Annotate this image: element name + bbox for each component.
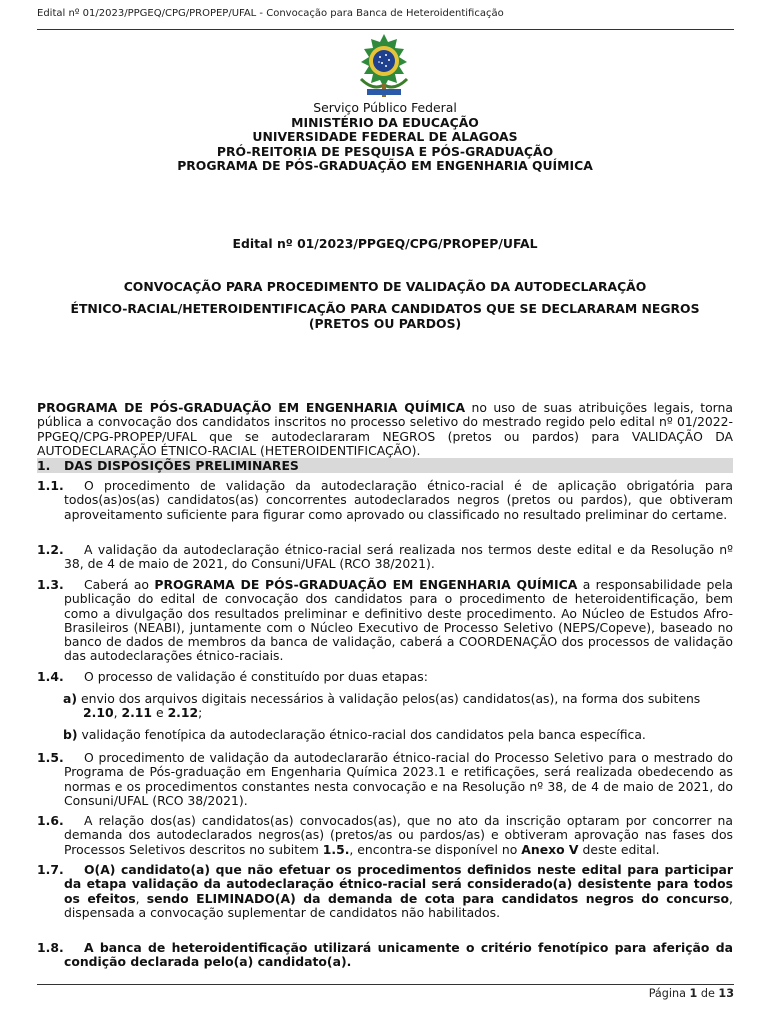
intro-program-name: PROGRAMA DE PÓS-GRADUAÇÃO EM ENGENHARIA QUÍMICA bbox=[37, 400, 466, 415]
item-1-7 bbox=[37, 863, 733, 920]
item-text-post: deste edital. bbox=[578, 841, 660, 857]
header-divider bbox=[37, 29, 734, 30]
brazil-coat-of-arms-icon bbox=[353, 33, 415, 99]
institution-block bbox=[0, 101, 770, 174]
item-text bbox=[37, 863, 733, 920]
item-text bbox=[37, 578, 733, 664]
terminator: ; bbox=[198, 705, 203, 721]
item-text: O processo de validação é constituído por duas etapas: bbox=[84, 669, 428, 684]
item-text-post: a responsabilidade pela publicação do edital de convocação dos candidatos para o procedimento de heteroidentificação, bem como a divulgação dos resultados preliminar e definitivo deste procedimento. Ao Núcleo de Estudos Afro-Brasileiros (NEABI), juntamente com o Núcleo Executivo de Processo Seletivo (NEPS/Copeve), baseado no banco de dados de membros da banca de validação, caberá a COORDENAÇÃO dos processos de validação das autodeclarações étnico-raciais. bbox=[64, 577, 733, 664]
item-number: 1.8. bbox=[37, 940, 64, 955]
item-number: 1.4. bbox=[37, 669, 64, 684]
item-text: O procedimento de validação da autodeclararão étnico-racial do Processo Seletivo para o mestrado do Programa de Pós-graduação em Engenharia Química 2023.1 e retificações, será realizada obedecendo as normas e os procedimentos constantes nesta convocação e na Resolução nº 38, de 4 de maio de 2021, do Consuni/UFAL (RCO 38/2021). bbox=[64, 750, 733, 808]
annex-ref: Anexo V bbox=[521, 841, 579, 857]
edital-number: Edital nº 01/2023/PPGEQ/CPG/PROPEP/UFAL bbox=[232, 236, 538, 251]
item-1-3 bbox=[37, 578, 733, 664]
subitem-label: b) bbox=[63, 727, 78, 742]
edital-title-line-1: CONVOCAÇÃO PARA PROCEDIMENTO DE VALIDAÇÃO DA AUTODECLARAÇÃO bbox=[123, 279, 647, 294]
item-number: 1.1. bbox=[37, 478, 64, 493]
item-number: 1.6. bbox=[37, 813, 64, 828]
ref-1-5: 1.5. bbox=[322, 841, 350, 857]
subitem-text: envio dos arquivos digitais necessários à validação pelos(as) candidatos(as), na forma dos subitens bbox=[77, 691, 701, 706]
footer-divider bbox=[37, 984, 734, 985]
ref-2-11: 2.11 bbox=[121, 705, 153, 721]
subitem-b bbox=[63, 728, 733, 742]
section-title: DAS DISPOSIÇÕES PRELIMINARES bbox=[64, 458, 299, 473]
item-number: 1.3. bbox=[37, 577, 64, 592]
ministry-line: MINISTÉRIO DA EDUCAÇÃO bbox=[291, 114, 479, 130]
item-text bbox=[37, 814, 733, 857]
item-text-mid: , encontra-se disponível no bbox=[349, 841, 522, 857]
item-1-5 bbox=[37, 751, 733, 808]
subitem-text: validação fenotípica da autodeclaração étnico-racial dos candidatos pela banca específica. bbox=[77, 727, 646, 742]
page-label: Página bbox=[648, 987, 686, 1000]
ref-2-12: 2.12 bbox=[167, 705, 199, 721]
total-pages: 13 bbox=[718, 987, 734, 1000]
university-line: UNIVERSIDADE FEDERAL DE ALAGOAS bbox=[252, 129, 518, 145]
item-text-bold-2: sendo ELIMINADO(A) da demanda de cota para candidatos negros do concurso bbox=[146, 890, 730, 906]
running-header: Edital nº 01/2023/PPGEQ/CPG/PROPEP/UFAL - Convocação para Banca de Heteroidentificação bbox=[37, 8, 504, 19]
separator: e bbox=[152, 705, 168, 721]
item-text-mid: , bbox=[135, 890, 147, 906]
intro-text: no uso de suas atribuições legais, torna pública a convocação dos candidatos inscritos no processo seletivo do mestrado regido pelo edital nº 01/2022-PPGEQ/CPG-PROPEP/UFAL que se autodeclararam NEGROS (pretos ou pardos) para VALIDAÇÃO DA AUTODECLARAÇÃO ÉTNICO-RACIAL (HETEROIDENTIFICAÇÃO). bbox=[37, 400, 734, 458]
item-text-pre: Caberá ao bbox=[84, 577, 155, 592]
item-text-post: , dispensada a convocação suplementar de candidatos não habilitados. bbox=[64, 890, 733, 920]
pro-rectory-line: PRÓ-REITORIA DE PESQUISA E PÓS-GRADUAÇÃO bbox=[216, 143, 554, 159]
item-text: A validação da autodeclaração étnico-racial será realizada nos termos deste edital e da Resolução nº 38, de 4 de maio de 2021, do Consuni/UFAL (RCO 38/2021). bbox=[64, 542, 733, 572]
item-1-4 bbox=[37, 670, 733, 684]
item-text-pre: A relação dos(as) candidatos(as) convocados(as), que no ato da inscrição optaram por concorrer na demanda dos autodeclarados negros(as) (pretos/as ou pardos/as) e obtiveram aprovação nas fases dos Processos Seletivos descritos no subitem bbox=[64, 813, 733, 857]
edital-title-line-2: ÉTNICO-RACIAL/HETEROIDENTIFICAÇÃO PARA CANDIDATOS QUE SE DECLARARAM NEGROS bbox=[70, 301, 700, 316]
subitem-label: a) bbox=[63, 691, 78, 706]
item-number: 1.2. bbox=[37, 542, 64, 557]
item-1-1 bbox=[37, 479, 733, 522]
current-page: 1 bbox=[689, 987, 698, 1000]
item-1-6 bbox=[37, 814, 733, 857]
separator: , bbox=[113, 705, 122, 721]
item-text: O procedimento de validação da autodeclaração étnico-racial é de aplicação obrigatória para todos(as)os(as) candidatos(as) concorrentes autodeclarados negros (pretos ou pardos), que obtiveram aproveitamento suficiente para figurar como aprovado ou classificado no resultado preliminar do certame. bbox=[64, 478, 733, 522]
item-number: 1.7. bbox=[37, 862, 64, 877]
page-number bbox=[649, 987, 734, 1000]
section-heading-1 bbox=[37, 458, 733, 473]
ref-2-10: 2.10 bbox=[83, 705, 114, 721]
edital-title-line-3: (PRETOS OU PARDOS) bbox=[308, 316, 462, 331]
section-number: 1. bbox=[37, 458, 51, 473]
program-line: PROGRAMA DE PÓS-GRADUAÇÃO EM ENGENHARIA QUÍMICA bbox=[177, 158, 593, 174]
intro-paragraph bbox=[37, 401, 733, 458]
of-label: de bbox=[700, 987, 715, 1000]
item-1-2 bbox=[37, 543, 733, 572]
item-text-bold-1: O(A) candidato(a) que não efetuar os procedimentos definidos neste edital para participar da etapa validação da autodeclaração étnico-racial será considerado(a) desistente para todos os efeitos bbox=[64, 862, 733, 906]
item-program-name: PROGRAMA DE PÓS-GRADUAÇÃO EM ENGENHARIA QUÍMICA bbox=[154, 577, 578, 592]
item-1-8 bbox=[37, 941, 733, 970]
item-text: A banca de heteroidentificação utilizará unicamente o critério fenotípico para aferição da condição declarada pelo(a) candidato(a). bbox=[64, 940, 733, 970]
item-number: 1.5. bbox=[37, 750, 64, 765]
service-line: Serviço Público Federal bbox=[313, 100, 457, 115]
subitem-a bbox=[63, 692, 733, 721]
